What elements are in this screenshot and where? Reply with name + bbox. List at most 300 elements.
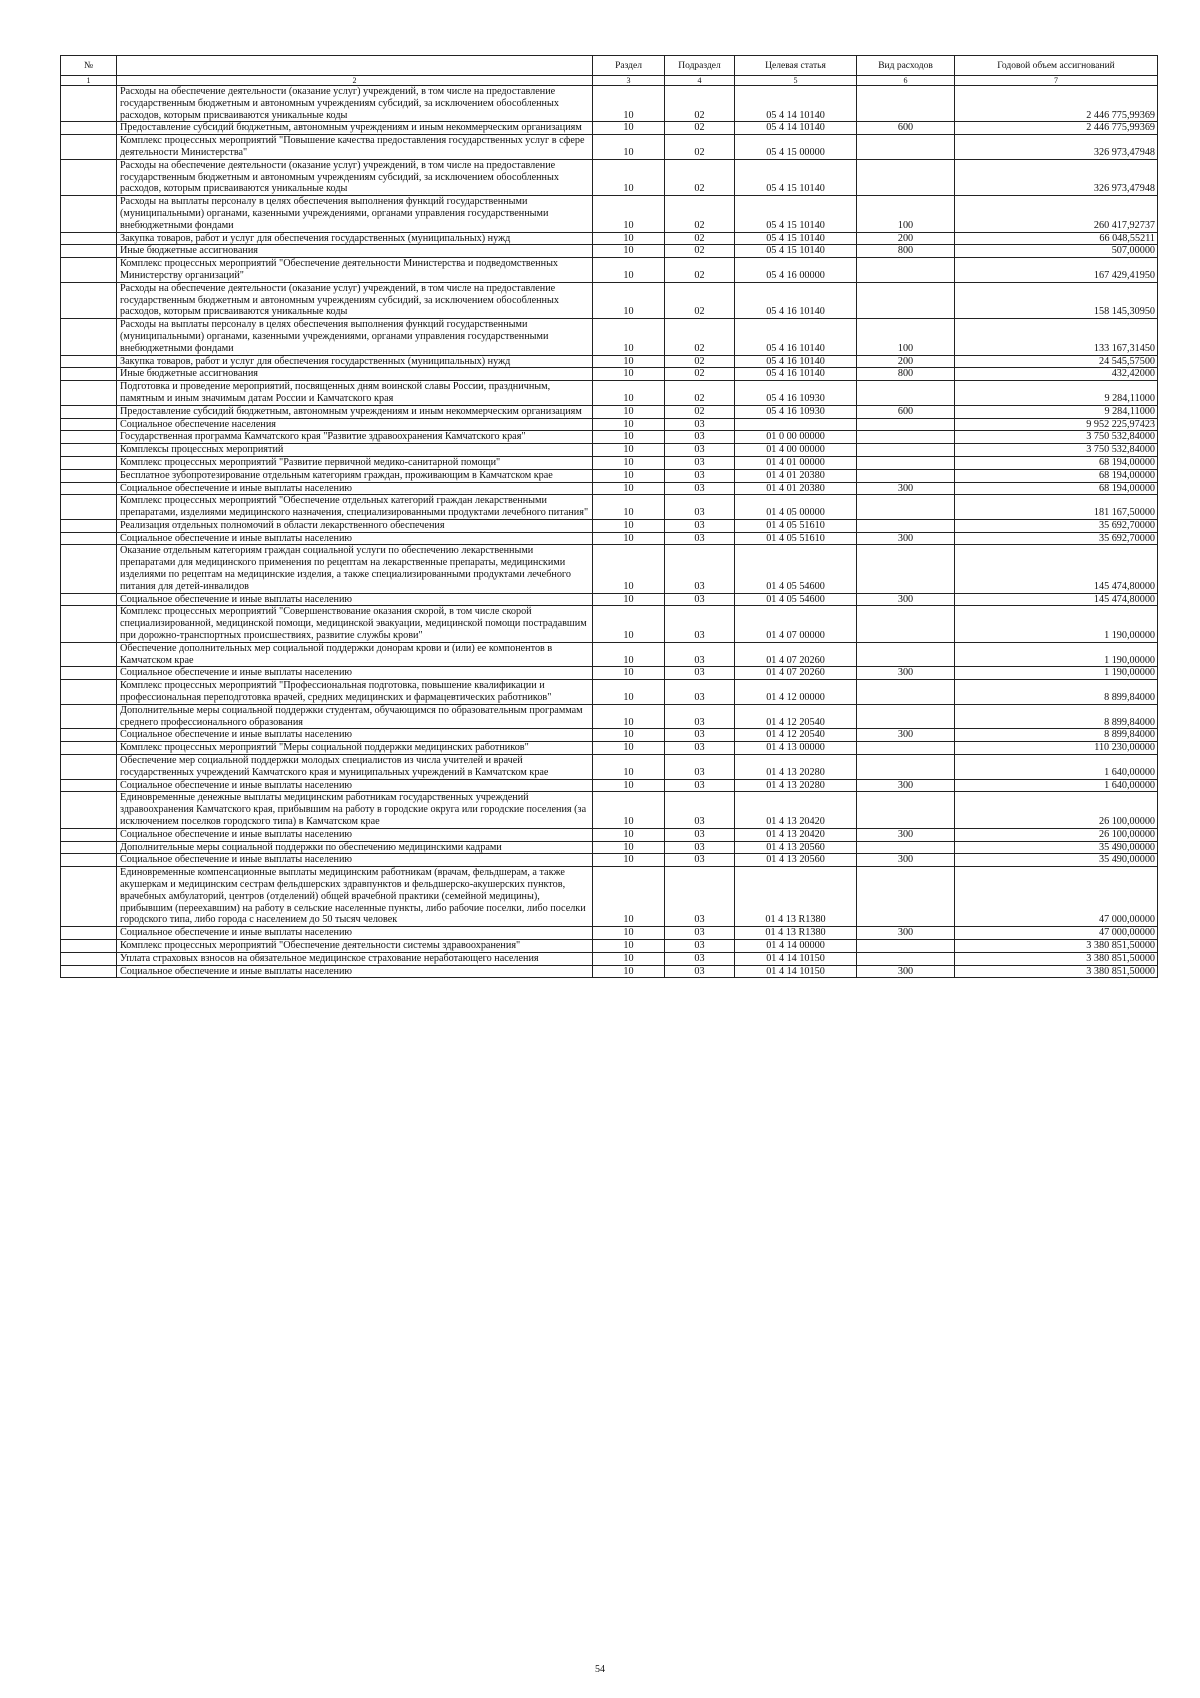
row-target-article: 01 4 12 20540 [735, 704, 857, 729]
row-description: Социальное обеспечение и иные выплаты населению [117, 779, 593, 792]
row-amount: 326 973,47948 [955, 159, 1158, 195]
row-subsection: 03 [665, 704, 735, 729]
row-subsection: 03 [665, 828, 735, 841]
row-expense-type [857, 545, 955, 593]
row-amount: 158 145,30950 [955, 282, 1158, 318]
row-description: Социальное обеспечение и иные выплаты населению [117, 532, 593, 545]
row-description: Иные бюджетные ассигнования [117, 368, 593, 381]
row-subsection: 03 [665, 593, 735, 606]
row-amount: 133 167,31450 [955, 319, 1158, 355]
row-number [61, 232, 117, 245]
row-expense-type: 300 [857, 667, 955, 680]
row-subsection: 02 [665, 368, 735, 381]
row-section: 10 [593, 469, 665, 482]
header-index: 4 [665, 76, 735, 86]
row-subsection: 03 [665, 545, 735, 593]
row-amount: 167 429,41950 [955, 258, 1158, 283]
table-row [61, 952, 1158, 965]
row-expense-type [857, 704, 955, 729]
row-expense-type [857, 418, 955, 431]
row-description: Социальное обеспечение и иные выплаты населению [117, 965, 593, 978]
row-amount: 9 952 225,97423 [955, 418, 1158, 431]
row-amount: 3 750 532,84000 [955, 444, 1158, 457]
row-expense-type [857, 381, 955, 406]
table-row [61, 159, 1158, 195]
header-annual-amount: Годовой объем ассигнований [955, 56, 1158, 76]
row-target-article: 01 4 13 20560 [735, 841, 857, 854]
row-subsection: 02 [665, 122, 735, 135]
row-subsection: 03 [665, 867, 735, 927]
row-number [61, 742, 117, 755]
row-number [61, 927, 117, 940]
row-description: Иные бюджетные ассигнования [117, 245, 593, 258]
row-section: 10 [593, 532, 665, 545]
row-description: Комплексы процессных мероприятий [117, 444, 593, 457]
row-description: Комплекс процессных мероприятий "Меры социальной поддержки медицинских работников" [117, 742, 593, 755]
row-number [61, 456, 117, 469]
row-expense-type: 800 [857, 368, 955, 381]
row-expense-type [857, 680, 955, 705]
row-subsection: 03 [665, 680, 735, 705]
row-subsection: 02 [665, 355, 735, 368]
row-expense-type [857, 456, 955, 469]
row-amount: 145 474,80000 [955, 593, 1158, 606]
row-section: 10 [593, 854, 665, 867]
row-description: Социальное обеспечение и иные выплаты населению [117, 927, 593, 940]
row-section: 10 [593, 196, 665, 232]
row-description: Социальное обеспечение и иные выплаты населению [117, 667, 593, 680]
row-subsection: 02 [665, 282, 735, 318]
row-number [61, 841, 117, 854]
row-section: 10 [593, 282, 665, 318]
row-number [61, 828, 117, 841]
row-target-article: 01 4 12 00000 [735, 680, 857, 705]
row-description: Подготовка и проведение мероприятий, посвященных дням воинской славы России, праздничным, памятным и иным значимым датам России и Камчатского края [117, 381, 593, 406]
row-number [61, 482, 117, 495]
row-expense-type [857, 867, 955, 927]
row-description: Комплекс процессных мероприятий "Профессиональная подготовка, повышение квалификации и профессиональная переподготовка врачей, средних медицинских и фармацевтических работников" [117, 680, 593, 705]
row-target-article: 01 4 05 51610 [735, 532, 857, 545]
row-number [61, 593, 117, 606]
table-row [61, 867, 1158, 927]
row-description: Комплекс процессных мероприятий "Обеспечение деятельности системы здравоохранения" [117, 939, 593, 952]
row-subsection: 03 [665, 532, 735, 545]
row-amount: 9 284,11000 [955, 405, 1158, 418]
row-expense-type [857, 86, 955, 122]
row-subsection: 03 [665, 431, 735, 444]
table-row [61, 122, 1158, 135]
row-description: Социальное обеспечение и иные выплаты населению [117, 482, 593, 495]
row-description: Закупка товаров, работ и услуг для обеспечения государственных (муниципальных) нужд [117, 355, 593, 368]
row-expense-type [857, 519, 955, 532]
row-section: 10 [593, 159, 665, 195]
row-target-article: 01 4 05 51610 [735, 519, 857, 532]
row-description: Комплекс процессных мероприятий "Совершенствование оказания скорой, в том числе скорой специализированной, медицинской помощи, медицинской эвакуации, медицинской помощи пострадавшим при дорожно-транспортных происшествиях, развитие службы крови" [117, 606, 593, 642]
row-description: Социальное обеспечение и иные выплаты населению [117, 729, 593, 742]
row-number [61, 282, 117, 318]
row-expense-type [857, 742, 955, 755]
row-amount: 35 490,00000 [955, 854, 1158, 867]
row-amount: 68 194,00000 [955, 469, 1158, 482]
row-expense-type: 300 [857, 482, 955, 495]
row-expense-type [857, 792, 955, 828]
row-section: 10 [593, 495, 665, 520]
row-target-article: 05 4 16 00000 [735, 258, 857, 283]
row-target-article: 01 4 01 20380 [735, 469, 857, 482]
row-subsection: 02 [665, 245, 735, 258]
row-section: 10 [593, 755, 665, 780]
table-row [61, 456, 1158, 469]
row-expense-type: 100 [857, 319, 955, 355]
row-section: 10 [593, 232, 665, 245]
table-row [61, 532, 1158, 545]
row-target-article: 01 4 13 20420 [735, 792, 857, 828]
row-section: 10 [593, 729, 665, 742]
row-target-article: 05 4 16 10930 [735, 405, 857, 418]
row-number [61, 495, 117, 520]
row-number [61, 642, 117, 667]
row-target-article: 01 4 07 20260 [735, 642, 857, 667]
row-subsection: 03 [665, 792, 735, 828]
row-target-article: 01 4 00 00000 [735, 444, 857, 457]
row-expense-type [857, 135, 955, 160]
row-amount: 326 973,47948 [955, 135, 1158, 160]
row-amount: 3 750 532,84000 [955, 431, 1158, 444]
budget-table-container [60, 55, 1157, 978]
table-row [61, 642, 1158, 667]
row-section: 10 [593, 704, 665, 729]
table-row [61, 545, 1158, 593]
row-target-article: 01 4 13 20280 [735, 755, 857, 780]
row-expense-type [857, 258, 955, 283]
row-section: 10 [593, 828, 665, 841]
row-subsection: 03 [665, 841, 735, 854]
row-description: Комплекс процессных мероприятий "Повышение качества предоставления государственных услуг в сфере деятельности Министерства" [117, 135, 593, 160]
table-row [61, 779, 1158, 792]
row-description: Расходы на выплаты персоналу в целях обеспечения выполнения функций государственными (муниципальными) органами, казенными учреждениями, органами управления государственными внебюджетными фондами [117, 319, 593, 355]
row-expense-type: 600 [857, 122, 955, 135]
row-subsection: 02 [665, 405, 735, 418]
row-number [61, 418, 117, 431]
row-expense-type: 600 [857, 405, 955, 418]
row-section: 10 [593, 606, 665, 642]
row-subsection: 02 [665, 258, 735, 283]
row-section: 10 [593, 965, 665, 978]
row-number [61, 122, 117, 135]
row-expense-type [857, 952, 955, 965]
row-expense-type: 300 [857, 593, 955, 606]
table-row [61, 196, 1158, 232]
row-expense-type [857, 431, 955, 444]
row-number [61, 667, 117, 680]
row-section: 10 [593, 545, 665, 593]
row-amount: 26 100,00000 [955, 792, 1158, 828]
row-amount: 66 048,55211 [955, 232, 1158, 245]
row-number [61, 431, 117, 444]
table-row [61, 245, 1158, 258]
row-amount: 47 000,00000 [955, 867, 1158, 927]
row-target-article: 01 4 14 10150 [735, 965, 857, 978]
row-target-article: 01 4 13 20280 [735, 779, 857, 792]
row-target-article: 01 4 07 00000 [735, 606, 857, 642]
table-row [61, 854, 1158, 867]
row-number [61, 606, 117, 642]
header-expense-type: Вид расходов [857, 56, 955, 76]
row-subsection: 03 [665, 444, 735, 457]
row-description: Социальное обеспечение и иные выплаты населению [117, 854, 593, 867]
row-number [61, 319, 117, 355]
row-description: Комплекс процессных мероприятий "Обеспечение отдельных категорий граждан лекарственными препаратами, изделиями медицинского назначения, специализированными продуктами лечебного питания" [117, 495, 593, 520]
row-section: 10 [593, 405, 665, 418]
row-amount: 3 380 851,50000 [955, 939, 1158, 952]
row-number [61, 854, 117, 867]
row-expense-type [857, 444, 955, 457]
row-target-article: 01 4 13 R1380 [735, 927, 857, 940]
row-amount: 432,42000 [955, 368, 1158, 381]
row-number [61, 245, 117, 258]
header-index: 5 [735, 76, 857, 86]
row-target-article: 01 4 13 00000 [735, 742, 857, 755]
row-target-article: 01 4 05 54600 [735, 545, 857, 593]
row-expense-type: 300 [857, 828, 955, 841]
table-row [61, 418, 1158, 431]
header-number: № [61, 56, 117, 76]
table-row [61, 319, 1158, 355]
row-subsection: 03 [665, 939, 735, 952]
row-expense-type: 300 [857, 965, 955, 978]
table-row [61, 606, 1158, 642]
row-subsection: 03 [665, 779, 735, 792]
row-expense-type: 100 [857, 196, 955, 232]
row-description: Единовременные компенсационные выплаты медицинским работникам (врачам, фельдшерам, а также акушеркам и медицинским сестрам фельдшерских здравпунктов и фельдшерско-акушерских пунктов, врачебных амбулаторий, центров (отделений) общей врачебной практики (семейной медицины), прибывшим (переехавшим) на работу в сельские населенные пункты, либо рабочие поселки, либо поселки городского типа, либо города с населением до 50 тысяч человек [117, 867, 593, 927]
row-subsection: 03 [665, 755, 735, 780]
row-subsection: 03 [665, 729, 735, 742]
row-section: 10 [593, 927, 665, 940]
row-amount: 2 446 775,99369 [955, 86, 1158, 122]
row-expense-type [857, 495, 955, 520]
row-description: Предоставление субсидий бюджетным, автономным учреждениям и иным некоммерческим организациям [117, 122, 593, 135]
row-description: Расходы на выплаты персоналу в целях обеспечения выполнения функций государственными (муниципальными) органами, казенными учреждениями, органами управления государственными внебюджетными фондами [117, 196, 593, 232]
row-subsection: 03 [665, 482, 735, 495]
table-row [61, 232, 1158, 245]
row-description: Единовременные денежные выплаты медицинским работникам государственных учреждений здравоохранения Камчатского края, прибывшим на работу в городские округа или городские поселения (за исключением поселков городского типа) в Камчатском крае [117, 792, 593, 828]
row-section: 10 [593, 418, 665, 431]
row-section: 10 [593, 642, 665, 667]
row-description: Расходы на обеспечение деятельности (оказание услуг) учреждений, в том числе на предоставление государственным бюджетным и автономным учреждениям субсидий, за исключением обособленных расходов, которым присваиваются уникальные коды [117, 282, 593, 318]
row-expense-type [857, 755, 955, 780]
row-amount: 3 380 851,50000 [955, 952, 1158, 965]
row-description: Государственная программа Камчатского края "Развитие здравоохранения Камчатского края" [117, 431, 593, 444]
row-description: Оказание отдельным категориям граждан социальной услуги по обеспечению лекарственными препаратами для медицинского применения по рецептам на лекарственные препараты, медицинскими изделиями по рецептам на медицинские изделия, а также специализированными продуктами лечебного питания для детей-инвалидов [117, 545, 593, 593]
row-amount: 35 490,00000 [955, 841, 1158, 854]
row-expense-type [857, 606, 955, 642]
row-description: Комплекс процессных мероприятий "Обеспечение деятельности Министерства и подведомственных Министерству организаций" [117, 258, 593, 283]
row-description: Расходы на обеспечение деятельности (оказание услуг) учреждений, в том числе на предоставление государственным бюджетным и автономным учреждениям субсидий, за исключением обособленных расходов, которым присваиваются уникальные коды [117, 86, 593, 122]
table-row [61, 282, 1158, 318]
row-subsection: 03 [665, 952, 735, 965]
row-target-article: 01 4 14 10150 [735, 952, 857, 965]
row-number [61, 704, 117, 729]
table-row [61, 729, 1158, 742]
row-amount: 1 640,00000 [955, 755, 1158, 780]
row-number [61, 381, 117, 406]
header-index: 1 [61, 76, 117, 86]
row-description: Социальное обеспечение и иные выплаты населению [117, 828, 593, 841]
table-row [61, 355, 1158, 368]
row-target-article: 05 4 15 10140 [735, 245, 857, 258]
row-section: 10 [593, 667, 665, 680]
row-amount: 1 640,00000 [955, 779, 1158, 792]
row-target-article [735, 418, 857, 431]
row-number [61, 519, 117, 532]
row-number [61, 729, 117, 742]
row-subsection: 02 [665, 381, 735, 406]
row-amount: 260 417,92737 [955, 196, 1158, 232]
row-subsection: 02 [665, 319, 735, 355]
row-target-article: 01 4 12 20540 [735, 729, 857, 742]
row-section: 10 [593, 792, 665, 828]
table-row [61, 841, 1158, 854]
row-subsection: 02 [665, 159, 735, 195]
row-expense-type: 300 [857, 854, 955, 867]
row-expense-type: 200 [857, 232, 955, 245]
row-section: 10 [593, 867, 665, 927]
row-section: 10 [593, 444, 665, 457]
table-row [61, 965, 1158, 978]
row-expense-type: 300 [857, 729, 955, 742]
row-section: 10 [593, 355, 665, 368]
row-expense-type: 300 [857, 779, 955, 792]
row-target-article: 05 4 14 10140 [735, 86, 857, 122]
row-target-article: 01 4 01 20380 [735, 482, 857, 495]
row-description: Предоставление субсидий бюджетным, автономным учреждениям и иным некоммерческим организациям [117, 405, 593, 418]
row-target-article: 01 0 00 00000 [735, 431, 857, 444]
table-row [61, 258, 1158, 283]
table-row [61, 792, 1158, 828]
row-amount: 3 380 851,50000 [955, 965, 1158, 978]
row-number [61, 755, 117, 780]
row-number [61, 952, 117, 965]
table-row [61, 828, 1158, 841]
row-target-article: 05 4 14 10140 [735, 122, 857, 135]
row-amount: 35 692,70000 [955, 532, 1158, 545]
row-target-article: 01 4 13 R1380 [735, 867, 857, 927]
row-subsection: 03 [665, 642, 735, 667]
row-section: 10 [593, 742, 665, 755]
row-expense-type [857, 642, 955, 667]
row-subsection: 03 [665, 742, 735, 755]
table-header [61, 56, 1158, 86]
row-section: 10 [593, 519, 665, 532]
row-expense-type [857, 159, 955, 195]
row-section: 10 [593, 939, 665, 952]
row-target-article: 05 4 15 10140 [735, 159, 857, 195]
row-section: 10 [593, 482, 665, 495]
row-amount: 1 190,00000 [955, 606, 1158, 642]
row-expense-type [857, 282, 955, 318]
row-expense-type: 200 [857, 355, 955, 368]
row-description: Дополнительные меры социальной поддержки студентам, обучающимся по образовательным программам среднего профессионального образования [117, 704, 593, 729]
table-row [61, 704, 1158, 729]
row-section: 10 [593, 456, 665, 469]
row-description: Уплата страховых взносов на обязательное медицинское страхование неработающего населения [117, 952, 593, 965]
header-section: Раздел [593, 56, 665, 76]
row-target-article: 05 4 15 10140 [735, 232, 857, 245]
row-amount: 8 899,84000 [955, 729, 1158, 742]
row-section: 10 [593, 431, 665, 444]
row-amount: 47 000,00000 [955, 927, 1158, 940]
row-amount: 26 100,00000 [955, 828, 1158, 841]
table-row [61, 495, 1158, 520]
row-target-article: 01 4 05 54600 [735, 593, 857, 606]
row-section: 10 [593, 245, 665, 258]
row-target-article: 01 4 13 20420 [735, 828, 857, 841]
row-description: Реализация отдельных полномочий в области лекарственного обеспечения [117, 519, 593, 532]
row-description: Комплекс процессных мероприятий "Развитие первичной медико-санитарной помощи" [117, 456, 593, 469]
table-row [61, 482, 1158, 495]
table-row [61, 593, 1158, 606]
table-row [61, 680, 1158, 705]
row-subsection: 02 [665, 232, 735, 245]
row-number [61, 159, 117, 195]
row-amount: 1 190,00000 [955, 642, 1158, 667]
row-number [61, 939, 117, 952]
table-row [61, 469, 1158, 482]
row-target-article: 05 4 16 10140 [735, 319, 857, 355]
row-subsection: 03 [665, 418, 735, 431]
row-section: 10 [593, 86, 665, 122]
row-amount: 181 167,50000 [955, 495, 1158, 520]
table-body [61, 86, 1158, 978]
row-number [61, 86, 117, 122]
header-target-article: Целевая статья [735, 56, 857, 76]
row-target-article: 05 4 15 00000 [735, 135, 857, 160]
header-description [117, 56, 593, 76]
table-row [61, 381, 1158, 406]
row-amount: 8 899,84000 [955, 680, 1158, 705]
row-amount: 8 899,84000 [955, 704, 1158, 729]
header-subsection: Подраздел [665, 56, 735, 76]
row-section: 10 [593, 952, 665, 965]
row-description: Социальное обеспечение населения [117, 418, 593, 431]
row-description: Обеспечение дополнительных мер социальной поддержки донорам крови и (или) ее компонентов в Камчатском крае [117, 642, 593, 667]
row-amount: 68 194,00000 [955, 456, 1158, 469]
row-number [61, 196, 117, 232]
row-subsection: 03 [665, 456, 735, 469]
row-expense-type [857, 939, 955, 952]
row-number [61, 792, 117, 828]
row-number [61, 532, 117, 545]
row-amount: 9 284,11000 [955, 381, 1158, 406]
budget-allocation-table [60, 55, 1158, 978]
row-section: 10 [593, 258, 665, 283]
row-number [61, 135, 117, 160]
row-target-article: 05 4 16 10140 [735, 282, 857, 318]
row-expense-type: 300 [857, 927, 955, 940]
row-section: 10 [593, 122, 665, 135]
row-target-article: 01 4 13 20560 [735, 854, 857, 867]
row-expense-type [857, 469, 955, 482]
row-subsection: 02 [665, 196, 735, 232]
row-subsection: 03 [665, 606, 735, 642]
row-description: Закупка товаров, работ и услуг для обеспечения государственных (муниципальных) нужд [117, 232, 593, 245]
row-description: Обеспечение мер социальной поддержки молодых специалистов из числа учителей и врачей государственных учреждений Камчатского края и муниципальных учреждений в Камчатском крае [117, 755, 593, 780]
table-row [61, 927, 1158, 940]
header-index: 3 [593, 76, 665, 86]
row-description: Дополнительные меры социальной поддержки по обеспечению медицинскими кадрами [117, 841, 593, 854]
header-index: 7 [955, 76, 1158, 86]
row-number [61, 680, 117, 705]
